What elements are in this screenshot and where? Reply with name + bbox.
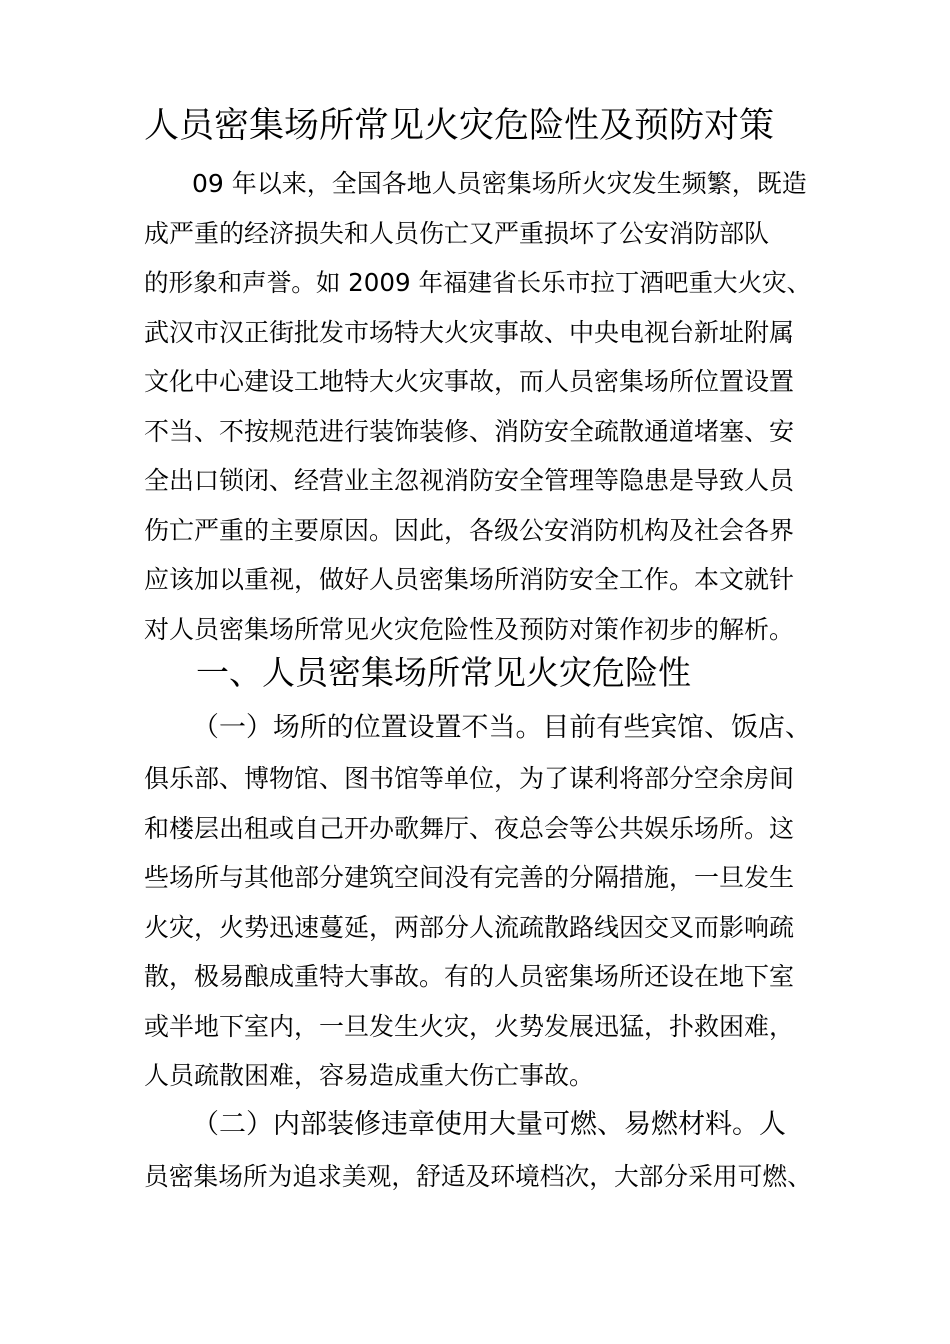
paragraph-line: 成严重的经济损失和人员伤亡又严重损坏了公安消防部队 bbox=[144, 219, 770, 248]
paragraph-line: 火灾，火势迅速蔓延，两部分人流疏散路线因交叉而影响疏 bbox=[144, 913, 795, 942]
subsection-line: （二）内部装修违章使用大量可燃、易燃材料。人 bbox=[192, 1109, 786, 1140]
paragraph-line: 文化中心建设工地特大火灾事故，而人员密集场所位置设置 bbox=[144, 367, 795, 396]
subsection-line: （一）场所的位置设置不当。目前有些宾馆、饭店、 bbox=[192, 712, 812, 743]
paragraph-line: 人员疏散困难，容易造成重大伤亡事故。 bbox=[144, 1061, 595, 1090]
paragraph-line: 员密集场所为追求美观，舒适及环境档次，大部分采用可燃、 bbox=[144, 1162, 812, 1191]
paragraph-line: 和楼层出租或自己开办歌舞厅、夜总会等公共娱乐场所。这 bbox=[144, 814, 795, 843]
paragraph-line: 伤亡严重的主要原因。因此，各级公安消防机构及社会各界 bbox=[144, 516, 795, 545]
paragraph-line: 武汉市汉正街批发市场特大火灾事故、中央电视台新址附属 bbox=[144, 318, 795, 347]
paragraph-line: 散，极易酿成重特大事故。有的人员密集场所还设在地下室 bbox=[144, 962, 795, 991]
paragraph-line: 些场所与其他部分建筑空间没有完善的分隔措施，一旦发生 bbox=[144, 863, 795, 892]
paragraph-line: 或半地下室内，一旦发生火灾，火势发展迅猛，扑救困难， bbox=[144, 1012, 795, 1041]
paragraph-line: 不当、不按规范进行装饰装修、消防安全疏散通道堵塞、安 bbox=[144, 417, 795, 446]
paragraph-line: 09 年以来，全国各地人员密集场所火灾发生频繁，既造 bbox=[192, 169, 807, 198]
paragraph-line: 全出口锁闭、经营业主忽视消防安全管理等隐患是导致人员 bbox=[144, 466, 795, 495]
paragraph-line: 俱乐部、博物馆、图书馆等单位，为了谋利将部分空余房间 bbox=[144, 764, 795, 793]
document-title: 人员密集场所常见火灾危险性及预防对策 bbox=[144, 106, 775, 146]
paragraph-line: 对人员密集场所常见火灾危险性及预防对策作初步的解析。 bbox=[144, 615, 795, 644]
paragraph-line: 应该加以重视，做好人员密集场所消防安全工作。本文就针 bbox=[144, 565, 795, 594]
paragraph-line: 的形象和声誉。如 2009 年福建省长乐市拉丁酒吧重大火灾、 bbox=[144, 268, 812, 297]
section-heading: 一、人员密集场所常见火灾危险性 bbox=[196, 653, 691, 692]
